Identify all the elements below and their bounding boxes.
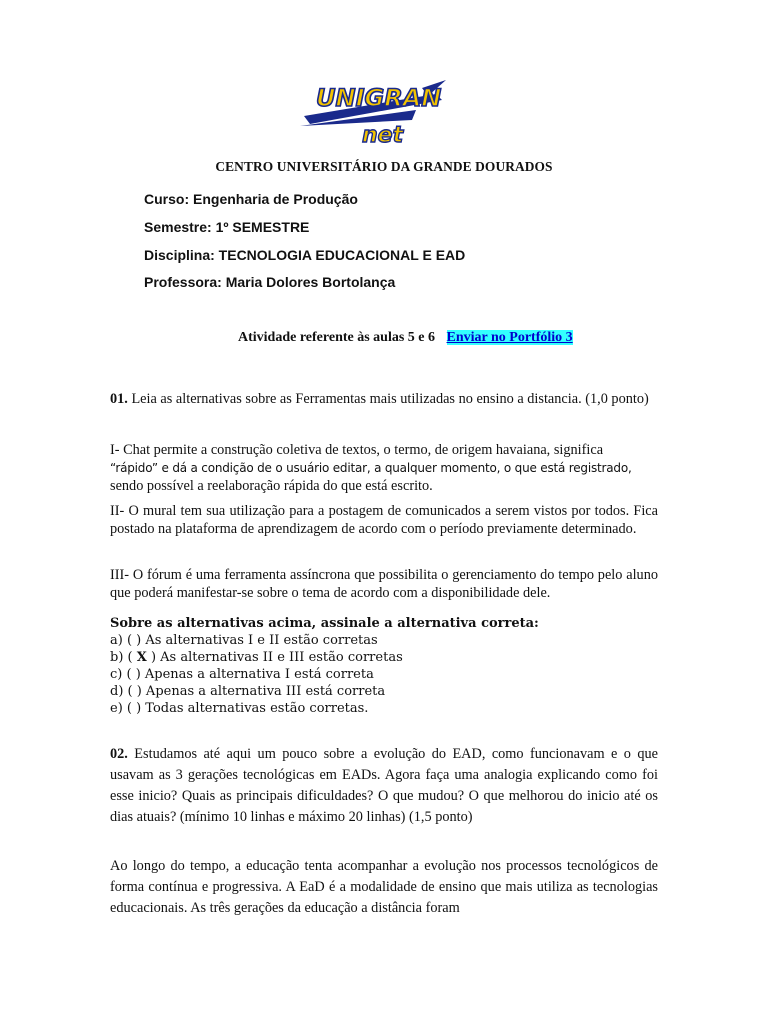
option-d[interactable]: d) ( ) Apenas a alternativa III está correta — [110, 684, 386, 699]
option-a[interactable]: a) ( ) As alternativas I e II estão corretas — [110, 633, 378, 648]
alternative-i — [110, 441, 658, 495]
alternative-iii: III- O fórum é uma ferramenta assíncrona que possibilita o gerenciamento do tempo pelo aluno que poderá manifestar-se sobre o tema de acordo com a disponibilidade dele. — [110, 567, 658, 601]
option-e[interactable]: e) ( ) Todas alternativas estão corretas. — [110, 701, 369, 716]
question-2 — [110, 744, 658, 828]
question-2-text: Estudamos até aqui um pouco sobre a evolução do EAD, como funcionavam e o que usavam as 3 gerações tecnológicas em EADs. Agora faça uma analogia explicando como foi esse inicio? Quais as principais dificuldades? O que mudou? O que melhorou do inicio até os dias atuais? (mínimo 10 linhas e máximo 20 linhas) (1,5 ponto) — [110, 746, 658, 825]
alternative-i-line-3: sendo possível a reelaboração rápida do que está escrito. — [110, 478, 433, 494]
question-1-prompt: Sobre as alternativas acima, assinale a alternativa correta: — [110, 616, 539, 631]
alternative-ii: II- O mural tem sua utilização para a postagem de comunicados a serem vistos por todos. Fica postado na plataforma de aprendizagem de acordo com o período previamente determinado. — [110, 503, 658, 537]
activity-label: Atividade referente às aulas 5 e 6 — [238, 330, 436, 345]
course-label: Curso: Engenharia de Produção — [144, 191, 358, 207]
option-c[interactable]: c) ( ) Apenas a alternativa I está correta — [110, 667, 374, 682]
answer-text: Ao longo do tempo, a educação tenta acompanhar a evolução nos processos tecnológicos de forma contínua e progressiva. A EaD é a modalidade de ensino que mais utiliza as tecnologias educacionais. As três gerações da educação a distância foram — [110, 858, 658, 916]
answer-options — [110, 632, 403, 717]
alternative-i-line-1: I- Chat permite a construção coletiva de textos, o termo, de origem havaiana, significa — [110, 442, 604, 458]
question-1-text: Leia as alternativas sobre as Ferramentas mais utilizadas no ensino a distancia. (1,0 ponto) — [131, 391, 649, 407]
option-b[interactable]: b) ( X ) As alternativas II e III estão corretas — [110, 650, 403, 665]
alternative-i-line-2: “rápido” e dá a condição de o usuário editar, a qualquer momento, o que está registrado, — [110, 461, 632, 475]
question-1 — [110, 388, 658, 410]
discipline-label: Disciplina: TECNOLOGIA EDUCACIONAL E EAD — [144, 247, 466, 263]
svg-text:net: net — [362, 123, 404, 148]
question-1-number: 01. — [110, 391, 128, 407]
portfolio-link[interactable]: Enviar no Portfólio 3 — [446, 330, 573, 345]
institution-title: CENTRO UNIVERSITÁRIO DA GRANDE DOURADOS — [215, 159, 553, 174]
svg-text:UNIGRAN: UNIGRAN — [316, 84, 442, 112]
question-2-number: 02. — [110, 746, 128, 762]
semester-label: Semestre: 1º SEMESTRE — [144, 219, 310, 235]
activity-heading — [238, 330, 573, 346]
unigran-net-logo — [296, 74, 448, 152]
professor-label: Professora: Maria Dolores Bortolança — [144, 274, 396, 290]
